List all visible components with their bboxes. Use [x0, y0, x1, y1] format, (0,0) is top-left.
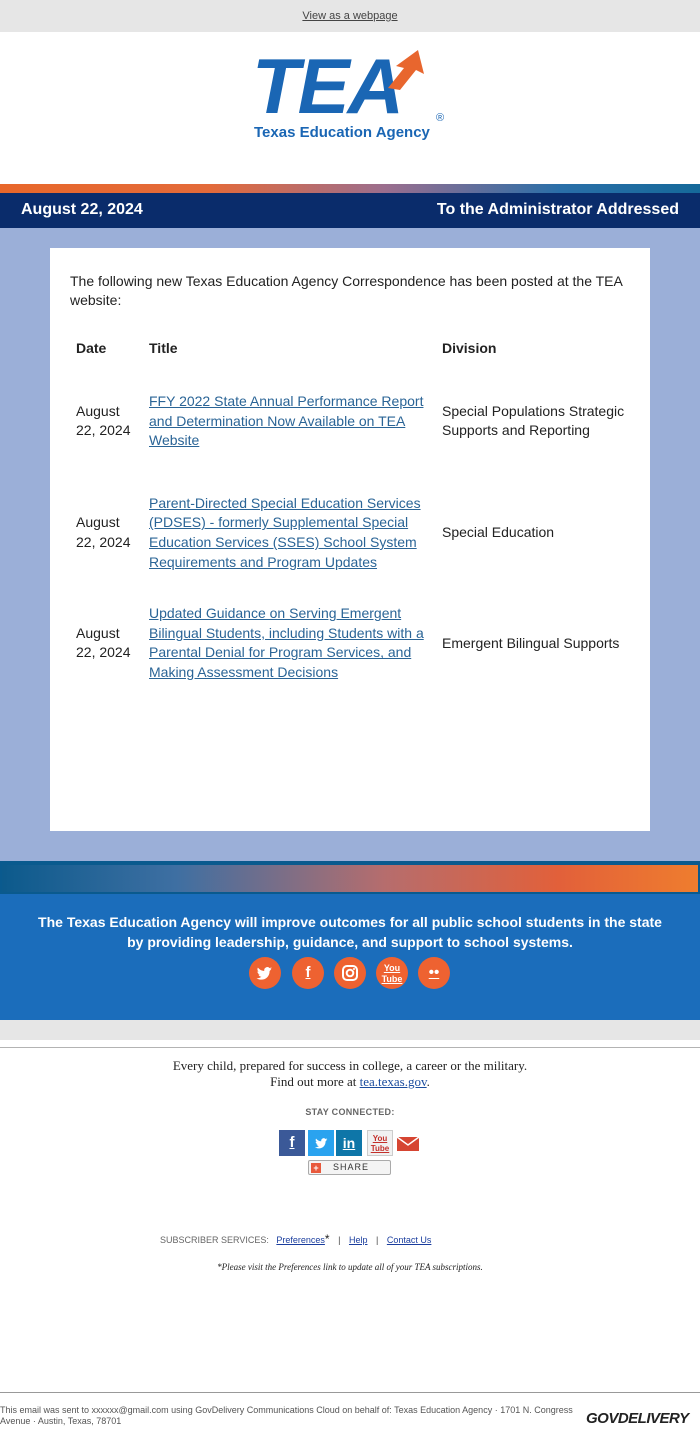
- tea-logo[interactable]: [252, 42, 452, 146]
- intro-text: The following new Texas Education Agency Correspondence has been posted at the TEA website:: [70, 273, 623, 308]
- share-button[interactable]: [308, 1160, 391, 1175]
- table-row: [70, 392, 636, 451]
- preferences-link[interactable]: Preferences: [276, 1235, 325, 1245]
- plus-icon: +: [311, 1163, 321, 1173]
- tea-website-link[interactable]: tea.texas.gov: [359, 1074, 427, 1089]
- header-division: Division: [442, 340, 497, 356]
- date-bar: [0, 193, 700, 228]
- stay-connected-label: STAY CONNECTED:: [305, 1107, 395, 1117]
- email-icon[interactable]: [395, 1130, 421, 1156]
- share-label: SHARE: [333, 1162, 370, 1172]
- top-bar: [0, 0, 700, 32]
- youtube-icon[interactable]: You Tube: [376, 957, 408, 989]
- row-division: Special Populations Strategic Supports and Reporting: [442, 402, 625, 439]
- subscriber-services: SUBSCRIBER SERVICES: Preferences* | Help | Contact Us: [160, 1232, 432, 1246]
- instagram-icon[interactable]: [334, 957, 366, 989]
- flickr-icon[interactable]: ••: [418, 957, 450, 989]
- subscriber-services-label: SUBSCRIBER SERVICES:: [160, 1235, 269, 1245]
- tagline-line2: Find out more at tea.texas.gov.: [270, 1074, 430, 1089]
- row-date: August 22, 2024: [76, 514, 131, 550]
- color-stripe: [0, 184, 700, 193]
- header-title: Title: [149, 340, 178, 356]
- registered-mark: ®: [436, 112, 445, 124]
- table-row: [70, 494, 636, 572]
- logo-mark: TEA: [252, 42, 402, 130]
- facebook-icon[interactable]: f: [292, 957, 324, 989]
- divider: [0, 1392, 700, 1393]
- youtube-icon[interactable]: You Tube: [367, 1130, 393, 1156]
- grey-band: [0, 1020, 700, 1040]
- preferences-note: *Please visit the Preferences link to update all of your TEA subscriptions.: [217, 1262, 483, 1272]
- header-date: Date: [76, 340, 107, 356]
- view-as-webpage-link[interactable]: View as a webpage: [302, 10, 398, 22]
- tagline-line1: Every child, prepared for success in college, a career or the military.: [172, 1058, 528, 1073]
- facebook-icon[interactable]: f: [279, 1130, 305, 1156]
- content-card: [50, 248, 650, 831]
- footer-band: [0, 861, 700, 1020]
- social-links: [249, 957, 452, 989]
- twitter-icon[interactable]: [249, 957, 281, 989]
- row-date: August 22, 2024: [76, 624, 131, 661]
- govdelivery-logo[interactable]: GOVDELIVERY: [586, 1410, 689, 1427]
- row-division: Special Education: [442, 524, 555, 541]
- footer-gradient: [0, 861, 700, 894]
- row-division: Emergent Bilingual Supports: [442, 634, 620, 651]
- row-title-link[interactable]: Updated Guidance on Serving Emergent Bilingual Students, including Students with a Parental Denial for Program Services, and Making Assessment Decisions: [149, 605, 424, 680]
- row-date: August 22, 2024: [76, 402, 131, 439]
- header: [0, 32, 700, 184]
- table-header-row: [70, 334, 636, 362]
- tagline: [0, 1058, 700, 1090]
- agency-name: Texas Education Agency: [254, 124, 430, 141]
- contact-us-link[interactable]: Contact Us: [386, 1235, 432, 1245]
- govdelivery-social-icons: [279, 1130, 424, 1158]
- divider: [0, 1047, 700, 1048]
- row-title-link[interactable]: FFY 2022 State Annual Performance Report and Determination Now Available on TEA Website: [149, 393, 424, 449]
- issue-date: August 22, 2024: [21, 201, 143, 218]
- help-link[interactable]: Help: [348, 1235, 368, 1245]
- correspondence-table: [70, 334, 636, 683]
- mission-statement: The Texas Education Agency will improve outcomes for all public school students in the state by providing leadership, guidance, and support to school systems.: [38, 914, 662, 950]
- linkedin-icon[interactable]: in: [336, 1130, 362, 1156]
- twitter-icon[interactable]: [308, 1130, 334, 1156]
- logo-arrow-icon: [384, 48, 436, 92]
- table-row: [70, 604, 636, 682]
- row-title-link[interactable]: Parent-Directed Special Education Services (PDSES) - formerly Supplemental Special Education Services (SSES) School System Requirements and Program Updates: [149, 494, 421, 570]
- audience-label: To the Administrator Addressed: [436, 201, 679, 218]
- content-background: [0, 228, 700, 861]
- sent-to-notice: This email was sent to xxxxxx@gmail.com using GovDelivery Communications Cloud on behalf of: Texas Education Agency · 1701 N. Congress Avenue · Austin, Texas, 78701: [0, 1405, 573, 1426]
